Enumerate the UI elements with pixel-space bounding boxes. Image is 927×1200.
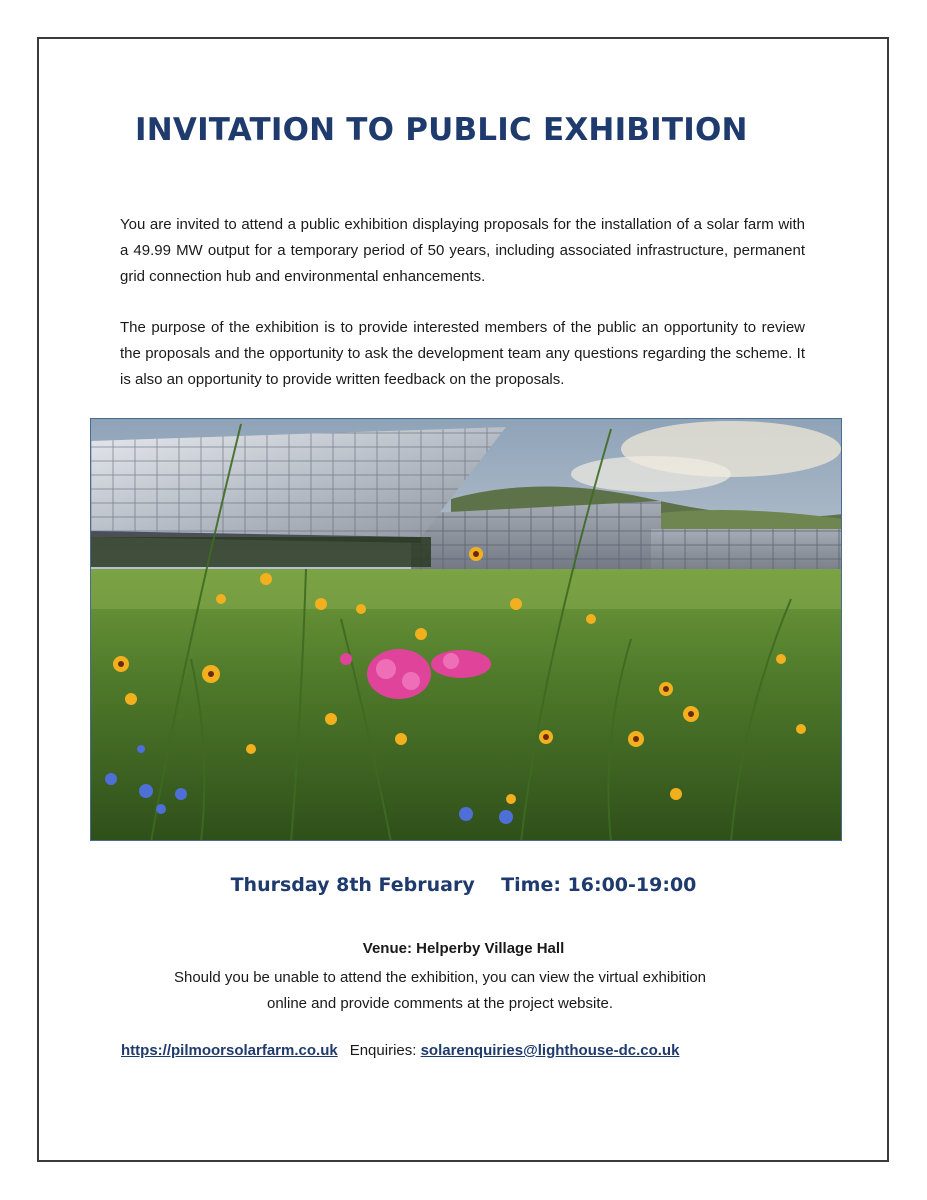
enquiries-email-link[interactable]: solarenquiries@lighthouse-dc.co.uk [420,1042,680,1059]
solar-farm-wildflower-photo [90,418,842,841]
info-line-2: online and provide comments at the project website. [266,995,614,1012]
info-line-1: Should you be unable to attend the exhibition, you can view the virtual exhibition [173,969,707,986]
enquiries-label: Enquiries: [349,1042,417,1059]
purpose-paragraph: The purpose of the exhibition is to provide interested members of the public an opportunity to review the proposals and the opportunity to ask the development team any questions regarding the scheme. It is also an opportunity to provide written feedback on the proposals. [120,319,805,388]
project-website-link[interactable]: https://pilmoorsolarfarm.co.uk [121,1042,338,1059]
event-date-time: Thursday 8th February Time: 16:00-19:00 [230,874,697,896]
contact-links [121,1042,679,1059]
venue: Venue: Helperby Village Hall [362,940,565,957]
page-title: INVITATION TO PUBLIC EXHIBITION [135,112,748,148]
virtual-exhibition-info [0,965,880,1017]
intro-paragraph: You are invited to attend a public exhibition displaying proposals for the installation of a solar farm with a 49.99 MW output for a temporary period of 50 years, including associated infrastructure, permanent grid connection hub and environmental enhancements. [120,216,805,285]
